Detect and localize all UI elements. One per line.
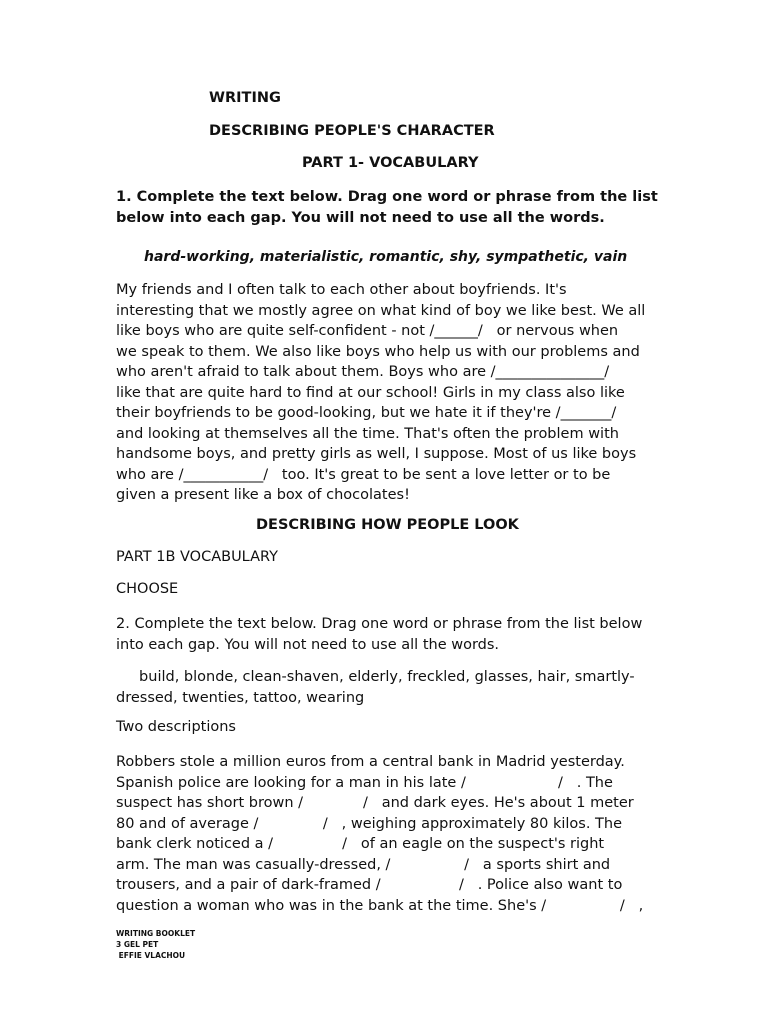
exercise1-text — [116, 280, 648, 506]
exercise2-instructions — [116, 614, 648, 655]
word-list-line: build, blonde, clean-shaven, elderly, freckled, glasses, hair, smartly- — [116, 669, 635, 685]
text-line: Spanish police are looking for a man in his late / / . The — [116, 774, 613, 791]
part1-heading: PART 1- VOCABULARY — [302, 155, 479, 171]
text-line: like that are quite hard to find at our school! Girls in my class also like — [116, 384, 625, 401]
footer-line: 3 GEL PET — [116, 940, 159, 949]
text-line: given a present like a box of chocolates! — [116, 487, 410, 503]
exercise2-word-list — [116, 667, 648, 708]
page-footer — [116, 928, 195, 961]
footer-line: EFFIE VLACHOU — [116, 951, 186, 960]
exercise1-instruction-line: below into each gap. You will not need to use all the words. — [116, 209, 605, 226]
text-line: handsome boys, and pretty girls as well, I suppose. Most of us like boys — [116, 446, 637, 462]
exercise1-word-list: hard-working, materialistic, romantic, shy, sympathetic, vain — [144, 249, 628, 265]
text-line: suspect has short brown / / and dark eyes. He's about 1 meter — [116, 795, 634, 811]
text-line: question a woman who was in the bank at the time. She's / / , — [116, 897, 644, 914]
text-line: who aren't afraid to talk about them. Boys who are /_______________/ — [116, 364, 610, 380]
footer-line: WRITING BOOKLET — [116, 929, 196, 938]
two-descriptions-label: Two descriptions — [116, 719, 236, 735]
text-line: and looking at themselves all the time. That's often the problem with — [116, 425, 619, 442]
exercise1-instructions — [116, 187, 658, 228]
text-line: who are /___________/ too. It's great to be sent a love letter or to be — [116, 466, 611, 483]
part1b-heading: PART 1B VOCABULARY — [116, 549, 279, 565]
text-line: trousers, and a pair of dark-framed / / . Police also want to — [116, 877, 623, 893]
exercise2-instruction-line: 2. Complete the text below. Drag one word or phrase from the list below — [116, 616, 643, 632]
exercise1-instruction-line: 1. Complete the text below. Drag one word or phrase from the list — [116, 189, 658, 205]
text-line: interesting that we mostly agree on what kind of boy we like best. We all — [116, 302, 646, 319]
text-line: their boyfriends to be good-looking, but we hate it if they're /_______/ — [116, 405, 617, 421]
text-line: 80 and of average / / , weighing approximately 80 kilos. The — [116, 815, 623, 832]
word-list-line: dressed, twenties, tattoo, wearing — [116, 689, 365, 706]
exercise2-instruction-line: into each gap. You will not need to use all the words. — [116, 636, 500, 653]
choose-label: CHOOSE — [116, 581, 179, 597]
text-line: bank clerk noticed a / / of an eagle on the suspect's right — [116, 836, 605, 852]
exercise2-text — [116, 752, 648, 916]
text-line: arm. The man was casually-dressed, / / a sports shirt and — [116, 856, 611, 873]
section2-heading: DESCRIBING HOW PEOPLE LOOK — [256, 517, 519, 533]
text-line: My friends and I often talk to each other about boyfriends. It's — [116, 282, 567, 298]
text-line: like boys who are quite self-confident - not /______/ or nervous when — [116, 323, 619, 339]
text-line: Robbers stole a million euros from a central bank in Madrid yesterday. — [116, 754, 625, 770]
text-line: we speak to them. We also like boys who help us with our problems and — [116, 343, 640, 360]
page-title: WRITING — [209, 90, 281, 106]
page-subtitle: DESCRIBING PEOPLE'S CHARACTER — [209, 123, 495, 139]
